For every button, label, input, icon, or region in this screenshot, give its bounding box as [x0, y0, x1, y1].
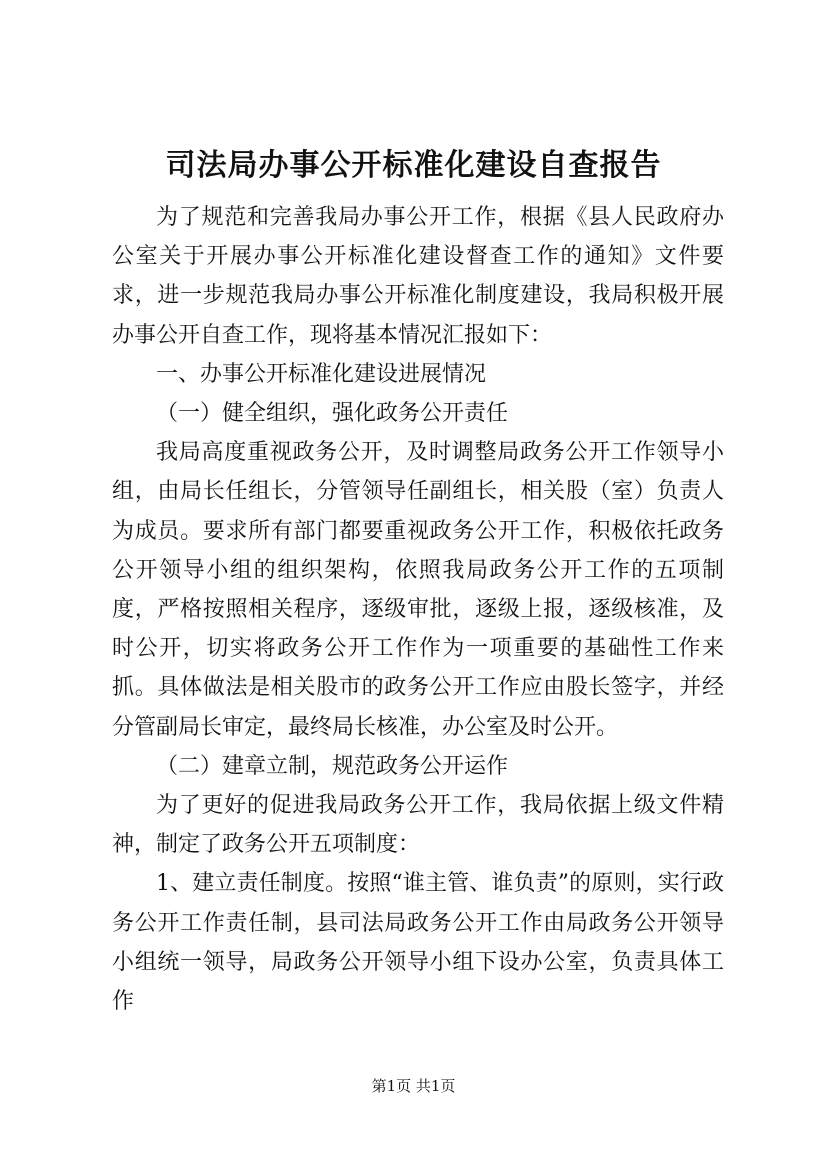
paragraph-intro: 为了规范和完善我局办事公开工作，根据《县人民政府办公室关于开展办事公开标准化建设督查工作的通知》文件要求，进一步规范我局办事公开标准化制度建设，我局积极开展办事公开自查工作，现将基本情况汇报如下： — [112, 205, 724, 348]
paragraph-responsibility: 1、建立责任制度。按照“谁主管、谁负责”的原则，实行政务公开工作责任制，县司法局政务公开工作由局政务公开领导小组统一领导，局政务公开领导小组下设办公室，负责具体工作 — [112, 871, 724, 1015]
paragraph-organization: 我局高度重视政务公开，及时调整局政务公开工作领导小组，由局长任组长，分管领导任副组长，相关股（室）负责人为成员。要求所有部门都要重视政务公开工作，积极依托政务公开领导小组的组织架构，依照我局政务公开工作的五项制度，严格按照相关程序，逐级审批，逐级上报，逐级核准，及时公开，切实将政务公开工作作为一项重要的基础性工作来抓。具体做法是相关股市的政务公开工作应由股长签字，并经分管副局长审定，最终局长核准，办公室及时公开。 — [112, 440, 724, 740]
document-body — [112, 198, 724, 1021]
page-footer: 第1页 共1页 — [371, 1077, 456, 1095]
subsection-heading-1: （一）健全组织，强化政务公开责任 — [156, 401, 509, 427]
document-title: 司法局办事公开标准化建设自查报告 — [165, 148, 662, 183]
subsection-heading-2: （二）建章立制，规范政务公开运作 — [156, 753, 509, 779]
section-heading-1: 一、办事公开标准化建设进展情况 — [156, 361, 487, 387]
paragraph-regulations: 为了更好的促进我局政务公开工作，我局依据上级文件精神，制定了政务公开五项制度： — [112, 793, 724, 858]
